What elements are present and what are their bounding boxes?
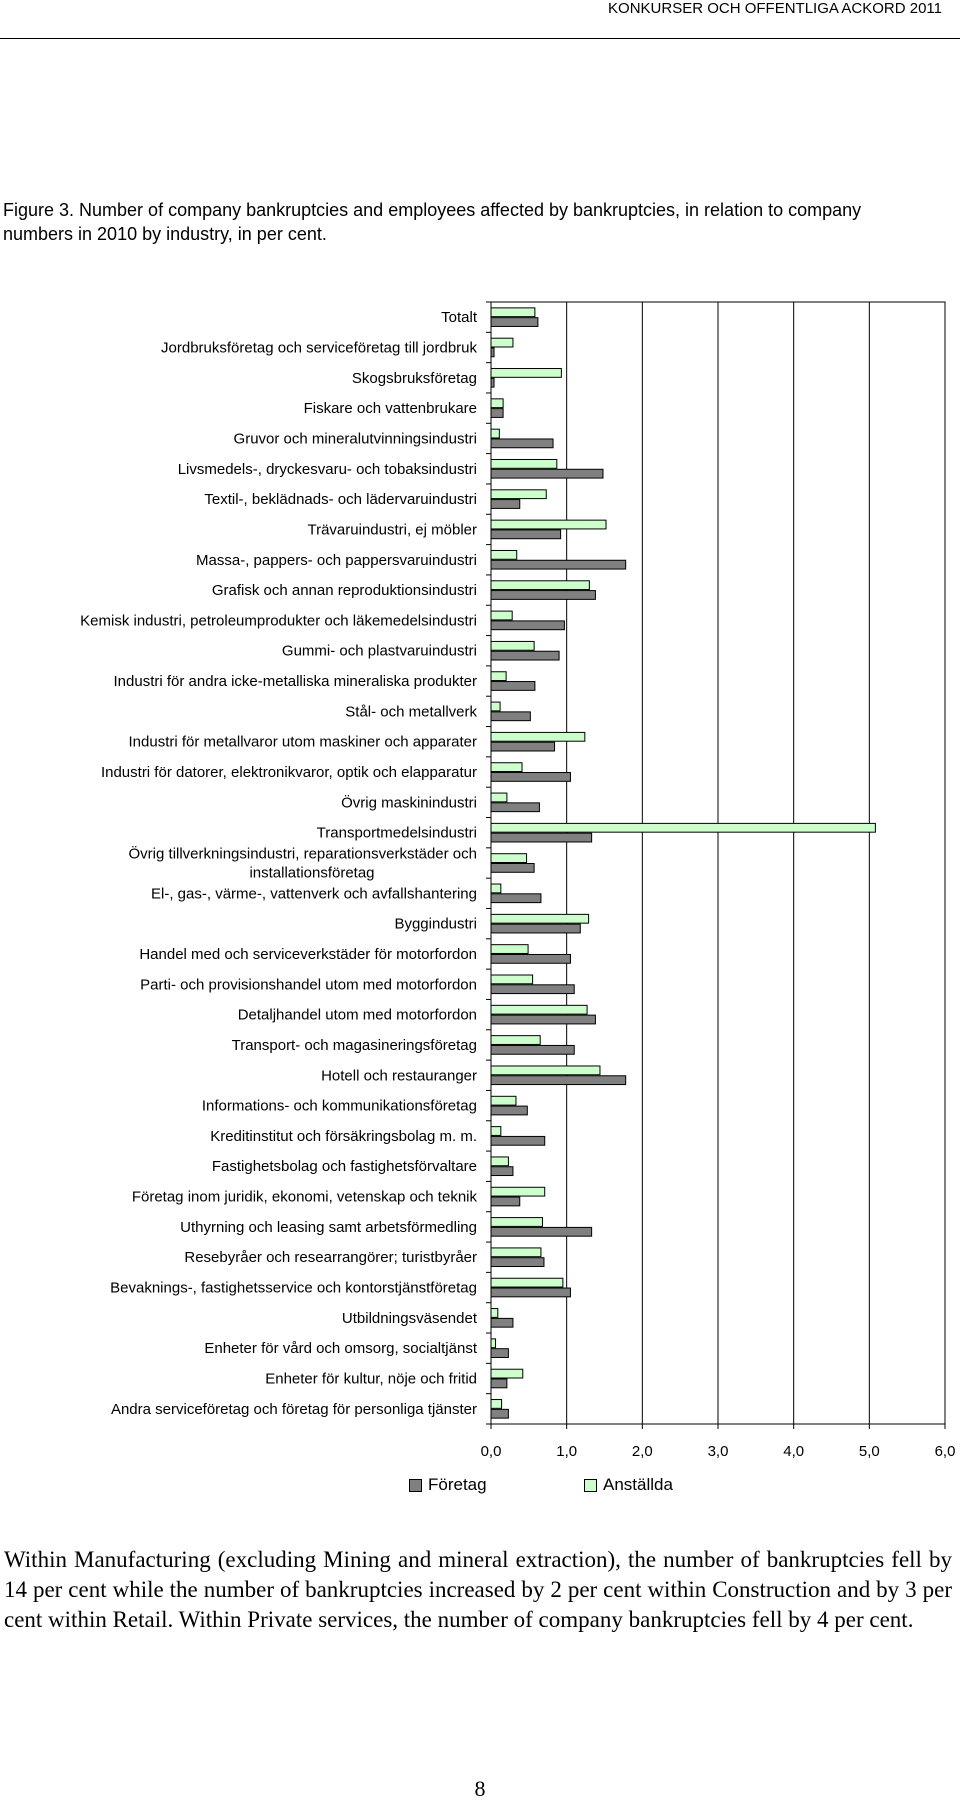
category-label: Enheter för vård och omsorg, socialtjänst bbox=[204, 1340, 477, 1358]
bar-foretag bbox=[491, 924, 580, 933]
bar-foretag bbox=[491, 348, 494, 357]
x-tick-label: 6,0 bbox=[934, 1443, 956, 1460]
category-label: Utbildningsväsendet bbox=[341, 1309, 477, 1327]
bar-foretag bbox=[491, 864, 534, 873]
bar-anstallda bbox=[491, 975, 533, 984]
bar-anstallda bbox=[491, 1096, 516, 1105]
bar-foretag bbox=[491, 1136, 545, 1145]
bar-foretag bbox=[491, 560, 626, 569]
bar-foretag bbox=[491, 651, 559, 660]
bar-anstallda bbox=[491, 945, 528, 954]
legend-swatch-anstallda bbox=[584, 1479, 597, 1492]
bar-foretag bbox=[491, 1258, 544, 1267]
bar-foretag bbox=[491, 1409, 508, 1418]
bar-anstallda bbox=[491, 854, 527, 863]
bar-anstallda bbox=[491, 914, 589, 923]
bar-anstallda bbox=[491, 581, 589, 590]
bar-anstallda bbox=[491, 702, 500, 711]
category-label: Transport- och magasineringsföretag bbox=[231, 1036, 477, 1054]
bar-anstallda bbox=[491, 399, 503, 408]
category-label: Industri för datorer, elektronikvaror, optik och elapparatur bbox=[100, 764, 477, 782]
bar-anstallda bbox=[491, 793, 507, 802]
category-label: Övrig maskinindustri bbox=[341, 794, 477, 812]
bar-foretag bbox=[491, 469, 603, 478]
category-label: Uthyrning och leasing samt arbetsförmedling bbox=[180, 1218, 477, 1236]
category-label: El-, gas-, värme-, vattenverk och avfallshantering bbox=[151, 885, 477, 903]
bar-anstallda bbox=[491, 1278, 563, 1287]
category-label: Parti- och provisionshandel utom med motorfordon bbox=[140, 976, 477, 994]
category-label: Hotell och restauranger bbox=[321, 1067, 477, 1085]
x-tick-label: 2,0 bbox=[631, 1443, 653, 1460]
category-label: Trävaruindustri, ej möbler bbox=[307, 521, 477, 539]
bar-anstallda bbox=[491, 369, 561, 378]
bar-foretag bbox=[491, 500, 520, 509]
category-label: Fastighetsbolag och fastighetsförvaltare bbox=[211, 1158, 477, 1176]
bar-anstallda bbox=[491, 338, 513, 347]
bar-foretag bbox=[491, 1167, 513, 1176]
bar-foretag bbox=[491, 1015, 595, 1024]
bar-foretag bbox=[491, 712, 530, 721]
bar-foretag bbox=[491, 1076, 626, 1085]
category-label: Handel med och serviceverkstäder för motorfordon bbox=[139, 945, 477, 963]
bar-anstallda bbox=[491, 459, 557, 468]
bar-foretag bbox=[491, 1197, 520, 1206]
bar-foretag bbox=[491, 1379, 507, 1388]
bar-anstallda bbox=[491, 550, 517, 559]
category-label: Grafisk och annan reproduktionsindustri bbox=[211, 582, 477, 600]
x-tick-label: 5,0 bbox=[858, 1443, 880, 1460]
category-label: Gruvor och mineralutvinningsindustri bbox=[233, 430, 477, 448]
category-label: Byggindustri bbox=[394, 915, 477, 933]
bar-anstallda bbox=[491, 732, 585, 741]
document-header-title: KONKURSER OCH OFFENTLIGA ACKORD 2011 bbox=[608, 0, 942, 17]
bar-anstallda bbox=[491, 611, 512, 620]
category-label: Skogsbruksföretag bbox=[351, 369, 477, 387]
page-number: 8 bbox=[474, 1776, 486, 1801]
bar-foretag bbox=[491, 803, 539, 812]
category-label: Massa-, pappers- och pappersvaruindustri bbox=[196, 551, 477, 569]
bar-anstallda bbox=[491, 1066, 600, 1075]
x-tick-label: 0,0 bbox=[480, 1443, 502, 1460]
figure-caption: Figure 3. Number of company bankruptcies and employees affected by bankruptcies, in relation to company numbers in 2010 by industry, in per cent. bbox=[3, 200, 862, 244]
bar-foretag bbox=[491, 985, 574, 994]
category-label: Informations- och kommunikationsföretag bbox=[201, 1097, 477, 1115]
bar-foretag bbox=[491, 530, 561, 539]
category-label: Kreditinstitut och försäkringsbolag m. m. bbox=[210, 1127, 477, 1145]
bar-anstallda bbox=[491, 1036, 540, 1045]
bar-foretag bbox=[491, 894, 541, 903]
bar-anstallda bbox=[491, 490, 546, 499]
bar-foretag bbox=[491, 1227, 592, 1236]
category-label: Andra serviceföretag och företag för personliga tjänster bbox=[110, 1400, 477, 1418]
bar-anstallda bbox=[491, 520, 606, 529]
category-label: Fiskare och vattenbrukare bbox=[303, 400, 477, 418]
bar-anstallda bbox=[491, 1187, 545, 1196]
bar-foretag bbox=[491, 833, 592, 842]
category-label: installationsföretag bbox=[249, 864, 375, 882]
bar-foretag bbox=[491, 318, 538, 327]
x-tick-label: 3,0 bbox=[707, 1443, 729, 1460]
bar-anstallda bbox=[491, 823, 875, 832]
bar-foretag bbox=[491, 1106, 527, 1115]
bar-foretag bbox=[491, 439, 553, 448]
bar-foretag bbox=[491, 1288, 570, 1297]
category-label: Livsmedels-, dryckesvaru- och tobaksindustri bbox=[177, 460, 477, 478]
x-tick-label: 1,0 bbox=[556, 1443, 578, 1460]
category-label: Detaljhandel utom med motorfordon bbox=[237, 1006, 477, 1024]
bar-foretag bbox=[491, 409, 503, 418]
bar-anstallda bbox=[491, 1127, 501, 1136]
legend-item-anstallda bbox=[584, 1475, 673, 1495]
category-label: Gummi- och plastvaruindustri bbox=[281, 642, 477, 660]
bar-foretag bbox=[491, 1045, 574, 1054]
category-label: Övrig tillverkningsindustri, reparationsverkstäder och bbox=[128, 845, 477, 863]
category-label: Textil-, beklädnads- och lädervaruindustri bbox=[204, 491, 477, 509]
bar-anstallda bbox=[491, 1369, 523, 1378]
bar-foretag bbox=[491, 1318, 513, 1327]
bar-anstallda bbox=[491, 1248, 541, 1257]
legend-item-foretag bbox=[409, 1475, 487, 1495]
body-paragraph: Within Manufacturing (excluding Mining and mineral extraction), the number of bankruptcies fell by 14 per cent while the number of bankruptcies increased by 2 per cent within Construction and by 3 per cent within Retail. Within Private services, the number of company bankruptcies fell by 4 per cent. bbox=[4, 1547, 952, 1632]
bar-foretag bbox=[491, 591, 595, 600]
category-label: Resebyråer och researrangörer; turistbyråer bbox=[184, 1249, 477, 1267]
x-tick-label: 4,0 bbox=[783, 1443, 805, 1460]
legend-label-anstallda: Anställda bbox=[603, 1475, 673, 1494]
bar-foretag bbox=[491, 773, 570, 782]
bar-anstallda bbox=[491, 1218, 542, 1227]
bar-anstallda bbox=[491, 1339, 496, 1348]
category-label: Jordbruksföretag och serviceföretag till jordbruk bbox=[161, 339, 477, 357]
category-label: Företag inom juridik, ekonomi, vetenskap och teknik bbox=[131, 1188, 477, 1206]
bar-anstallda bbox=[491, 308, 535, 317]
category-label: Industri för metallvaror utom maskiner och apparater bbox=[128, 733, 477, 751]
bar-anstallda bbox=[491, 1157, 508, 1166]
bar-foretag bbox=[491, 1349, 508, 1358]
category-label: Bevaknings-, fastighetsservice och kontorstjänstföretag bbox=[110, 1279, 477, 1297]
bar-foretag bbox=[491, 378, 494, 387]
bar-anstallda bbox=[491, 1005, 587, 1014]
legend-label-foretag: Företag bbox=[428, 1475, 487, 1494]
bar-foretag bbox=[491, 682, 535, 691]
category-label: Transportmedelsindustri bbox=[316, 824, 477, 842]
bar-foretag bbox=[491, 742, 555, 751]
bar-foretag bbox=[491, 621, 564, 630]
bar-anstallda bbox=[491, 884, 501, 893]
bar-anstallda bbox=[491, 641, 534, 650]
bar-anstallda bbox=[491, 763, 522, 772]
category-label: Enheter för kultur, nöje och fritid bbox=[265, 1370, 477, 1388]
category-label: Totalt bbox=[441, 309, 477, 327]
bar-anstallda bbox=[491, 672, 506, 681]
category-label: Industri för andra icke-metalliska mineraliska produkter bbox=[113, 673, 477, 691]
legend-swatch-foretag bbox=[409, 1479, 422, 1492]
bar-anstallda bbox=[491, 1309, 498, 1318]
category-label: Kemisk industri, petroleumprodukter och läkemedelsindustri bbox=[80, 612, 477, 630]
category-label: Stål- och metallverk bbox=[345, 703, 477, 721]
bar-anstallda bbox=[491, 429, 499, 438]
bar-foretag bbox=[491, 954, 570, 963]
bar-anstallda bbox=[491, 1400, 502, 1409]
